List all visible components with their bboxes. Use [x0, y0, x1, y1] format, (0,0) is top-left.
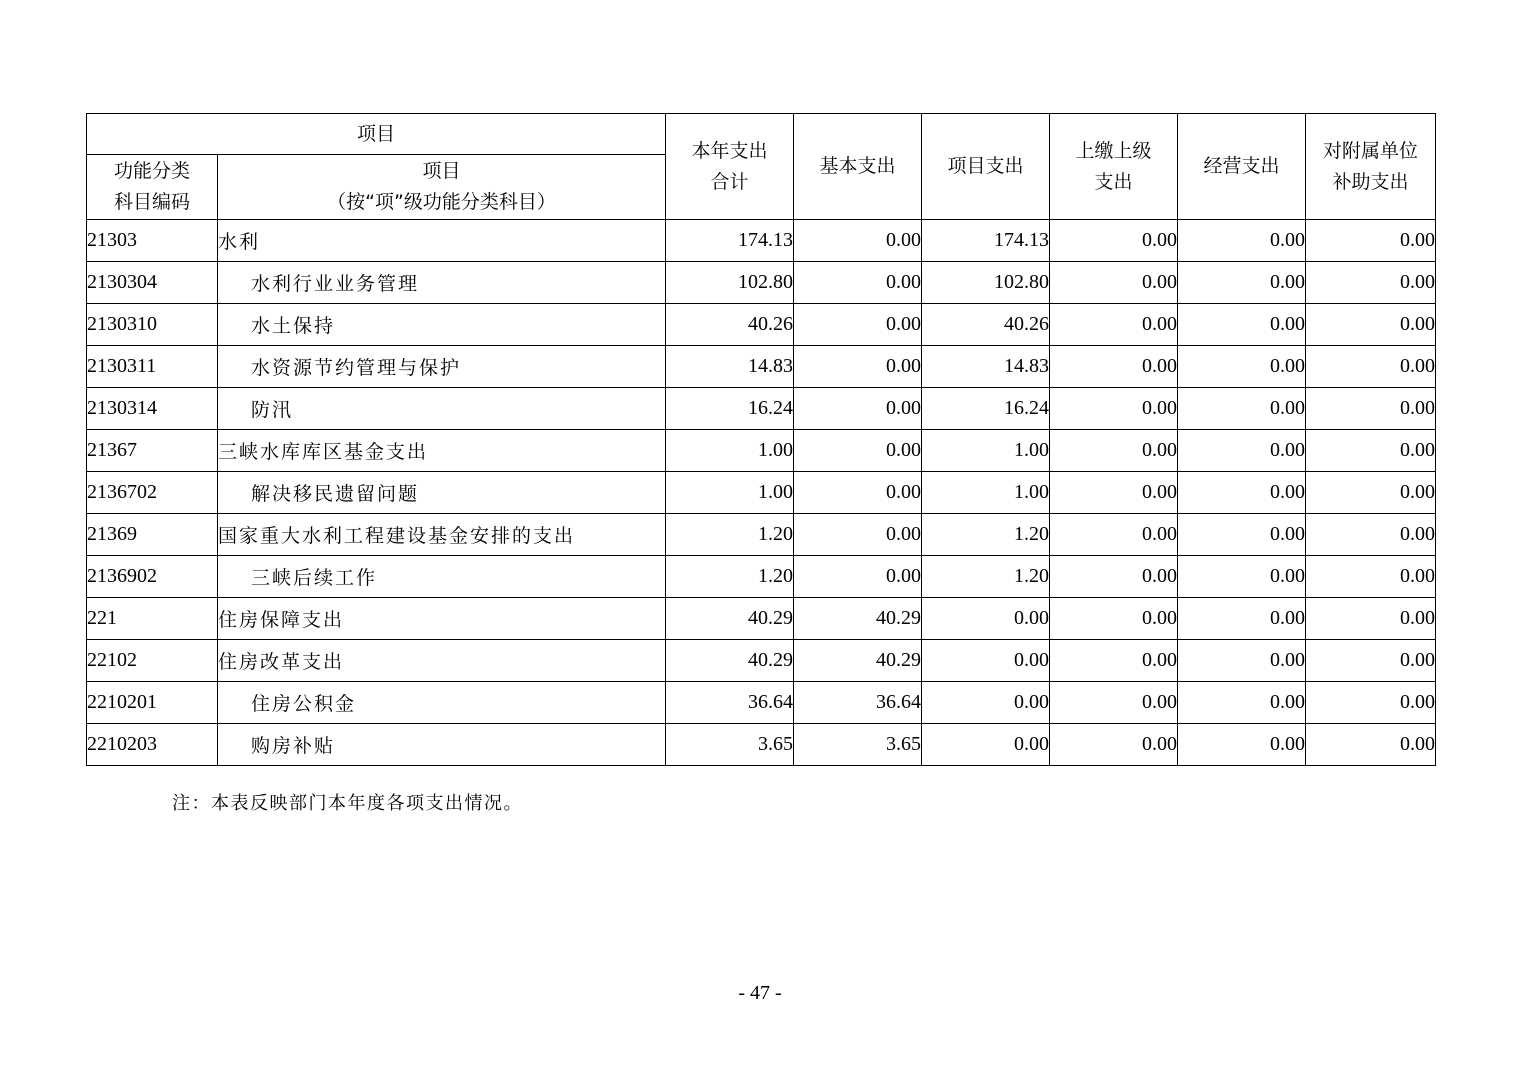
cell-project: 14.83 — [922, 346, 1050, 388]
header-upper — [1050, 114, 1178, 220]
cell-upper: 0.00 — [1050, 640, 1178, 682]
header-code — [87, 155, 218, 220]
cell-operating: 0.00 — [1178, 682, 1306, 724]
cell-code: 2136902 — [87, 556, 218, 598]
cell-basic: 0.00 — [794, 346, 922, 388]
cell-name: 水利行业业务管理 — [218, 262, 666, 304]
cell-subsidy: 0.00 — [1306, 598, 1436, 640]
table-row — [87, 472, 1436, 514]
cell-project: 1.20 — [922, 514, 1050, 556]
table-row — [87, 514, 1436, 556]
cell-project: 0.00 — [922, 682, 1050, 724]
cell-code: 2210203 — [87, 724, 218, 766]
cell-upper: 0.00 — [1050, 724, 1178, 766]
cell-total: 102.80 — [666, 262, 794, 304]
table-row — [87, 556, 1436, 598]
table-row — [87, 640, 1436, 682]
table-row — [87, 220, 1436, 262]
table-row — [87, 724, 1436, 766]
cell-basic: 0.00 — [794, 430, 922, 472]
cell-basic: 0.00 — [794, 556, 922, 598]
cell-operating: 0.00 — [1178, 346, 1306, 388]
cell-operating: 0.00 — [1178, 388, 1306, 430]
cell-subsidy: 0.00 — [1306, 346, 1436, 388]
cell-operating: 0.00 — [1178, 472, 1306, 514]
cell-operating: 0.00 — [1178, 598, 1306, 640]
cell-code: 2130304 — [87, 262, 218, 304]
cell-upper: 0.00 — [1050, 682, 1178, 724]
cell-total: 3.65 — [666, 724, 794, 766]
cell-total: 40.26 — [666, 304, 794, 346]
cell-project: 1.00 — [922, 472, 1050, 514]
header-code-line1: 功能分类 — [113, 160, 190, 182]
cell-name: 解决移民遗留问题 — [218, 472, 666, 514]
cell-project: 40.26 — [922, 304, 1050, 346]
cell-project: 16.24 — [922, 388, 1050, 430]
table-row — [87, 682, 1436, 724]
cell-code: 22102 — [87, 640, 218, 682]
cell-project: 102.80 — [922, 262, 1050, 304]
cell-basic: 0.00 — [794, 262, 922, 304]
header-code-line2: 科目编码 — [113, 191, 190, 213]
cell-total: 1.20 — [666, 514, 794, 556]
table-row — [87, 346, 1436, 388]
cell-basic: 3.65 — [794, 724, 922, 766]
page-number: - 47 - — [738, 982, 782, 1004]
cell-name: 水利 — [218, 220, 666, 262]
cell-code: 2210201 — [87, 682, 218, 724]
table-row — [87, 388, 1436, 430]
cell-total: 40.29 — [666, 640, 794, 682]
cell-operating: 0.00 — [1178, 430, 1306, 472]
cell-operating: 0.00 — [1178, 304, 1306, 346]
cell-code: 21369 — [87, 514, 218, 556]
cell-operating: 0.00 — [1178, 514, 1306, 556]
cell-subsidy: 0.00 — [1306, 724, 1436, 766]
cell-upper: 0.00 — [1050, 220, 1178, 262]
cell-operating: 0.00 — [1178, 220, 1306, 262]
cell-code: 2130314 — [87, 388, 218, 430]
cell-subsidy: 0.00 — [1306, 640, 1436, 682]
header-total — [666, 114, 794, 220]
cell-name: 三峡后续工作 — [218, 556, 666, 598]
cell-project: 1.00 — [922, 430, 1050, 472]
cell-name: 国家重大水利工程建设基金安排的支出 — [218, 514, 666, 556]
cell-operating: 0.00 — [1178, 556, 1306, 598]
cell-total: 40.29 — [666, 598, 794, 640]
cell-subsidy: 0.00 — [1306, 304, 1436, 346]
cell-subsidy: 0.00 — [1306, 472, 1436, 514]
cell-subsidy: 0.00 — [1306, 514, 1436, 556]
cell-operating: 0.00 — [1178, 262, 1306, 304]
cell-upper: 0.00 — [1050, 304, 1178, 346]
cell-name: 住房保障支出 — [218, 598, 666, 640]
cell-upper: 0.00 — [1050, 472, 1178, 514]
cell-operating: 0.00 — [1178, 724, 1306, 766]
cell-name: 住房改革支出 — [218, 640, 666, 682]
cell-basic: 40.29 — [794, 598, 922, 640]
cell-name: 水土保持 — [218, 304, 666, 346]
cell-total: 1.00 — [666, 472, 794, 514]
cell-code: 2130311 — [87, 346, 218, 388]
cell-upper: 0.00 — [1050, 388, 1178, 430]
cell-subsidy: 0.00 — [1306, 388, 1436, 430]
header-subsidy — [1306, 114, 1436, 220]
cell-project: 0.00 — [922, 724, 1050, 766]
cell-code: 221 — [87, 598, 218, 640]
cell-name: 防汛 — [218, 388, 666, 430]
cell-basic: 40.29 — [794, 640, 922, 682]
cell-upper: 0.00 — [1050, 346, 1178, 388]
cell-name: 三峡水库库区基金支出 — [218, 430, 666, 472]
cell-basic: 0.00 — [794, 514, 922, 556]
cell-name: 购房补贴 — [218, 724, 666, 766]
header-name — [218, 155, 666, 220]
cell-name: 水资源节约管理与保护 — [218, 346, 666, 388]
cell-upper: 0.00 — [1050, 262, 1178, 304]
header-item-group: 项目 — [87, 114, 666, 155]
header-total-line2: 合计 — [710, 170, 749, 193]
header-basic: 基本支出 — [794, 114, 922, 220]
cell-subsidy: 0.00 — [1306, 430, 1436, 472]
cell-upper: 0.00 — [1050, 514, 1178, 556]
cell-upper: 0.00 — [1050, 556, 1178, 598]
cell-subsidy: 0.00 — [1306, 682, 1436, 724]
cell-subsidy: 0.00 — [1306, 556, 1436, 598]
cell-project: 0.00 — [922, 598, 1050, 640]
cell-basic: 36.64 — [794, 682, 922, 724]
table-header-row — [87, 114, 1436, 155]
cell-operating: 0.00 — [1178, 640, 1306, 682]
cell-total: 36.64 — [666, 682, 794, 724]
table-row — [87, 304, 1436, 346]
header-upper-line1: 上缴上级 — [1075, 139, 1152, 162]
cell-subsidy: 0.00 — [1306, 262, 1436, 304]
cell-name: 住房公积金 — [218, 682, 666, 724]
cell-project: 1.20 — [922, 556, 1050, 598]
cell-subsidy: 0.00 — [1306, 220, 1436, 262]
cell-code: 2136702 — [87, 472, 218, 514]
cell-total: 16.24 — [666, 388, 794, 430]
table-row — [87, 430, 1436, 472]
cell-code: 21367 — [87, 430, 218, 472]
table-row — [87, 598, 1436, 640]
cell-total: 14.83 — [666, 346, 794, 388]
cell-total: 174.13 — [666, 220, 794, 262]
header-operating: 经营支出 — [1178, 114, 1306, 220]
table-note: 注：本表反映部门本年度各项支出情况。 — [172, 793, 523, 814]
header-subsidy-line2: 补助支出 — [1332, 170, 1409, 193]
cell-basic: 0.00 — [794, 304, 922, 346]
cell-basic: 0.00 — [794, 220, 922, 262]
header-name-line1: 项目 — [422, 160, 461, 182]
cell-total: 1.00 — [666, 430, 794, 472]
cell-project: 0.00 — [922, 640, 1050, 682]
cell-upper: 0.00 — [1050, 430, 1178, 472]
cell-code: 21303 — [87, 220, 218, 262]
table-row — [87, 262, 1436, 304]
header-project: 项目支出 — [922, 114, 1050, 220]
cell-basic: 0.00 — [794, 472, 922, 514]
cell-total: 1.20 — [666, 556, 794, 598]
header-total-line1: 本年支出 — [691, 139, 768, 162]
cell-project: 174.13 — [922, 220, 1050, 262]
header-subsidy-line1: 对附属单位 — [1323, 139, 1419, 162]
expense-table — [86, 113, 1436, 766]
cell-code: 2130310 — [87, 304, 218, 346]
header-upper-line2: 支出 — [1094, 170, 1133, 193]
cell-upper: 0.00 — [1050, 598, 1178, 640]
header-name-line2: （按“项”级功能分类科目） — [327, 191, 556, 213]
cell-basic: 0.00 — [794, 388, 922, 430]
